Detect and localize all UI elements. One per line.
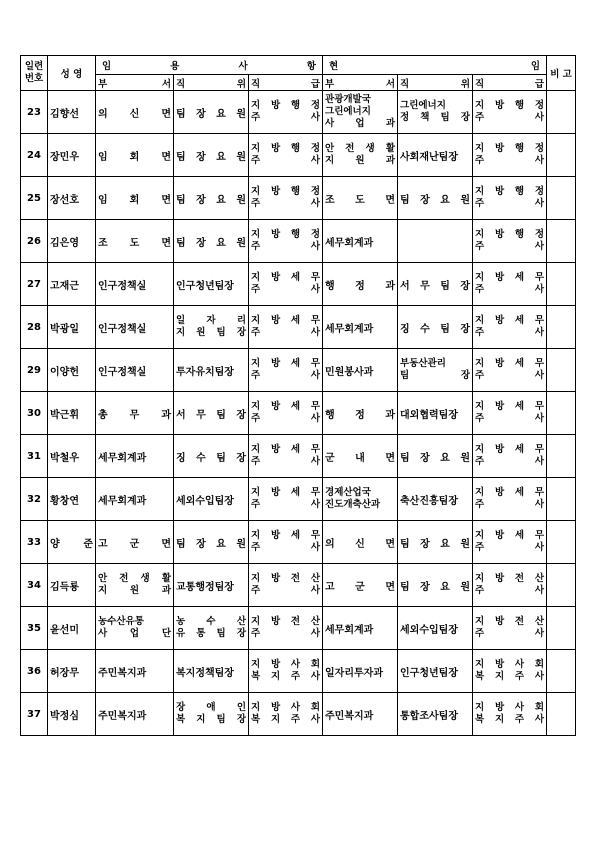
table-row: [21, 650, 576, 693]
appointed-grade-cell: [249, 564, 323, 607]
appointed-position-cell: 팀 장 요 원: [174, 91, 249, 134]
current-grade-cell: [473, 177, 547, 220]
appointed-grade-cell: [249, 607, 323, 650]
current-department-cell: 세무회계과: [323, 607, 398, 650]
grade-line: 지 방 행 정: [475, 100, 545, 111]
current-position-cell: 팀 장 요 원: [398, 564, 473, 607]
personnel-appointment-table: [20, 55, 576, 736]
grade-line: 주 사: [475, 284, 545, 295]
appointed-grade-cell: [249, 177, 323, 220]
text-line: 안 전 생 활: [325, 143, 396, 154]
name-cell: 장선호: [48, 177, 96, 220]
grade-line: 지 방 세 무: [475, 444, 545, 455]
appointed-grade-cell: [249, 91, 323, 134]
current-position-cell: 팀 장 요 원: [398, 177, 473, 220]
appointment-group-header: [96, 56, 323, 75]
grade-line: 지 방 행 정: [251, 229, 321, 240]
grade-line: 주 사: [251, 370, 321, 381]
grade-line: 주 사: [475, 198, 545, 209]
current-position-cell: 팀 장 요 원: [398, 521, 473, 564]
current-position-cell: 징 수 팀 장: [398, 306, 473, 349]
note-cell: [547, 564, 576, 607]
note-header: 비 고: [547, 56, 576, 91]
name-cell: 윤선미: [48, 607, 96, 650]
appointed-position-cell: [174, 607, 249, 650]
grade-line: 지 방 세 무: [251, 530, 321, 541]
grade-line: 주 사: [251, 284, 321, 295]
appointed-grade-cell: [249, 521, 323, 564]
grade-line: 주 사: [251, 456, 321, 467]
text-line: 관광개발국: [325, 94, 371, 105]
grade-line: 지 방 행 정: [475, 186, 545, 197]
note-cell: [547, 650, 576, 693]
name-cell: 김향선: [48, 91, 96, 134]
text-line: 안 전 생 활: [98, 573, 171, 584]
current-position-cell: [398, 91, 473, 134]
name-cell: 황창연: [48, 478, 96, 521]
table-row: [21, 521, 576, 564]
appointed-department-cell: 세무회계과: [96, 435, 174, 478]
appointed-position-cell: [174, 693, 249, 736]
note-cell: [547, 435, 576, 478]
note-cell: [547, 306, 576, 349]
serial-number-cell: 31: [21, 435, 48, 478]
grade-line: 주 사: [251, 413, 321, 424]
note-cell: [547, 521, 576, 564]
text-line: 일 자 리: [176, 315, 246, 326]
current-position-cell: [398, 349, 473, 392]
name-cell: 이양헌: [48, 349, 96, 392]
appointed-position-cell: 팀 장 요 원: [174, 220, 249, 263]
note-cell: [547, 263, 576, 306]
text-line: 복 지 팀 장: [176, 714, 246, 725]
grade-line: 주 사: [251, 112, 321, 123]
note-cell: [547, 693, 576, 736]
appointed-position-cell: 인구청년팀장: [174, 263, 249, 306]
grade-line: 지 방 세 무: [251, 315, 321, 326]
current-post-group-header: [323, 56, 547, 75]
appointed-department-cell: 총 무 과: [96, 392, 174, 435]
grade-line: 주 사: [251, 542, 321, 553]
current-department-cell: 조 도 면: [323, 177, 398, 220]
grade-line: 주 사: [251, 241, 321, 252]
serial-number-cell: 26: [21, 220, 48, 263]
current-department-cell: 세무회계과: [323, 306, 398, 349]
grade-line: 주 사: [475, 542, 545, 553]
grade-line: 지 방 세 무: [475, 401, 545, 412]
current-grade-cell: [473, 521, 547, 564]
serial-number-cell: 32: [21, 478, 48, 521]
current-department-cell: 주민복지과: [323, 693, 398, 736]
appointed-grade-cell: [249, 306, 323, 349]
grade-line: 지 방 행 정: [251, 100, 321, 111]
name-cell: 허장무: [48, 650, 96, 693]
note-cell: [547, 349, 576, 392]
serial-number-cell: 35: [21, 607, 48, 650]
grade-line: 지 방 세 무: [251, 272, 321, 283]
grade-line: 지 방 전 산: [251, 616, 321, 627]
appointed-department-cell: 인구정책실: [96, 263, 174, 306]
grade-line: 지 방 사 회: [475, 659, 545, 670]
current-grade-cell: [473, 650, 547, 693]
appointed-position-cell: 팀 장 요 원: [174, 521, 249, 564]
grade-line: 지 방 행 정: [475, 143, 545, 154]
grade-line: 지 방 전 산: [475, 616, 545, 627]
current-position-header: 직 위: [398, 75, 473, 91]
appointed-department-cell: [96, 607, 174, 650]
appointed-grade-cell: [249, 263, 323, 306]
note-cell: [547, 91, 576, 134]
appointed-department-cell: 인구정책실: [96, 349, 174, 392]
table-row: [21, 91, 576, 134]
serial-number-cell: 30: [21, 392, 48, 435]
current-department-cell: 세무회계과: [323, 220, 398, 263]
appointed-position-cell: 복지정책팀장: [174, 650, 249, 693]
serial-number-cell: 25: [21, 177, 48, 220]
table-row: [21, 220, 576, 263]
table-row: [21, 263, 576, 306]
serial-number-cell: 23: [21, 91, 48, 134]
appointed-grade-header: 직 급: [249, 75, 323, 91]
appointed-grade-cell: [249, 392, 323, 435]
note-cell: [547, 134, 576, 177]
appointed-department-cell: [96, 564, 174, 607]
serial-number-cell: 37: [21, 693, 48, 736]
text-line: 그린에너지: [400, 100, 446, 111]
serial-number-cell: 24: [21, 134, 48, 177]
grade-line: 지 방 사 회: [251, 702, 321, 713]
current-department-cell: [323, 478, 398, 521]
grade-line: 주 사: [475, 413, 545, 424]
grade-line: 주 사: [251, 628, 321, 639]
current-grade-cell: [473, 478, 547, 521]
text-line: 경제산업국: [325, 487, 371, 498]
grade-line: 지 방 사 회: [251, 659, 321, 670]
table-row: [21, 392, 576, 435]
serial-number-cell: 29: [21, 349, 48, 392]
name-cell: 김은영: [48, 220, 96, 263]
current-department-cell: 의 신 면: [323, 521, 398, 564]
appointed-department-cell: 임 회 면: [96, 177, 174, 220]
text-line: 진도개축산과: [325, 499, 381, 510]
appointed-position-header: 직 위: [174, 75, 249, 91]
name-cell: 박광일: [48, 306, 96, 349]
current-position-cell: 통합조사팀장: [398, 693, 473, 736]
appointed-grade-cell: [249, 435, 323, 478]
appointed-position-cell: 팀 장 요 원: [174, 134, 249, 177]
serial-number-cell: 33: [21, 521, 48, 564]
current-grade-cell: [473, 91, 547, 134]
serial-number-cell: 34: [21, 564, 48, 607]
appointed-position-cell: 교통행정팀장: [174, 564, 249, 607]
current-grade-header: 직 급: [473, 75, 547, 91]
grade-line: 주 사: [475, 241, 545, 252]
text-line: 정 책 팀 장: [400, 112, 471, 123]
appointed-position-cell: 세외수입팀장: [174, 478, 249, 521]
table-row: [21, 134, 576, 177]
text-line: 그린에너지: [325, 106, 371, 117]
appointed-grade-cell: [249, 220, 323, 263]
appointed-position-cell: 서 무 팀 장: [174, 392, 249, 435]
current-position-cell: [398, 220, 473, 263]
current-grade-cell: [473, 392, 547, 435]
grade-line: 주 사: [475, 585, 545, 596]
current-department-cell: 행 정 과: [323, 392, 398, 435]
text-line: 유 통 팀 장: [176, 628, 246, 639]
current-department-cell: 고 군 면: [323, 564, 398, 607]
grade-line: 주 사: [251, 327, 321, 338]
current-position-cell: 인구청년팀장: [398, 650, 473, 693]
appointed-department-cell: 고 군 면: [96, 521, 174, 564]
grade-line: 주 사: [475, 499, 545, 510]
current-department-header: 부 서: [323, 75, 398, 91]
appointed-department-header: 부 서: [96, 75, 174, 91]
current-department-cell: 군 내 면: [323, 435, 398, 478]
name-cell: 김득룡: [48, 564, 96, 607]
current-grade-cell: [473, 263, 547, 306]
note-cell: [547, 392, 576, 435]
appointed-grade-cell: [249, 349, 323, 392]
grade-line: 주 사: [475, 327, 545, 338]
appointed-grade-cell: [249, 693, 323, 736]
current-group-label-right: 임: [530, 61, 541, 72]
grade-line: 주 사: [251, 499, 321, 510]
grade-line: 지 방 세 무: [251, 358, 321, 369]
appointed-department-cell: 조 도 면: [96, 220, 174, 263]
current-group-label-left: 현: [329, 61, 339, 72]
text-line: 팀 장: [400, 370, 471, 381]
current-position-cell: 서 무 팀 장: [398, 263, 473, 306]
name-cell: 박정심: [48, 693, 96, 736]
current-grade-cell: [473, 607, 547, 650]
current-grade-cell: [473, 134, 547, 177]
text-line: 사 업 단: [98, 628, 171, 639]
appointment-group-char: 항: [306, 61, 316, 72]
appointed-department-cell: 주민복지과: [96, 693, 174, 736]
text-line: 농수산유통: [98, 616, 144, 627]
grade-line: 지 방 사 회: [475, 702, 545, 713]
grade-line: 지 방 세 무: [475, 272, 545, 283]
current-department-cell: [323, 91, 398, 134]
grade-line: 주 사: [251, 155, 321, 166]
grade-line: 주 사: [475, 456, 545, 467]
appointed-grade-cell: [249, 478, 323, 521]
grade-line: 지 방 세 무: [251, 444, 321, 455]
table-row: [21, 693, 576, 736]
appointed-position-cell: 투자유치팀장: [174, 349, 249, 392]
name-header: 성 영: [48, 56, 96, 91]
grade-line: 지 방 전 산: [475, 573, 545, 584]
grade-line: 지 방 세 무: [475, 530, 545, 541]
current-grade-cell: [473, 306, 547, 349]
grade-line: 주 사: [475, 112, 545, 123]
grade-line: 복 지 주 사: [251, 714, 321, 725]
appointed-grade-cell: [249, 650, 323, 693]
text-line: 지 원 과: [325, 155, 396, 166]
grade-line: 지 방 세 무: [251, 401, 321, 412]
current-grade-cell: [473, 564, 547, 607]
serial-number-header: 일련 번호: [21, 56, 48, 91]
current-position-cell: 세외수입팀장: [398, 607, 473, 650]
current-position-cell: 팀 장 요 원: [398, 435, 473, 478]
text-line: 지 원 팀 장: [176, 327, 246, 338]
name-cell: 장민우: [48, 134, 96, 177]
grade-line: 복 지 주 사: [475, 714, 545, 725]
name-cell: 고재근: [48, 263, 96, 306]
name-cell: 박근휘: [48, 392, 96, 435]
table-row: [21, 478, 576, 521]
grade-line: 주 사: [475, 155, 545, 166]
appointed-grade-cell: [249, 134, 323, 177]
appointment-group-char: 용: [170, 61, 180, 72]
table-row: [21, 349, 576, 392]
note-cell: [547, 177, 576, 220]
current-department-cell: [323, 134, 398, 177]
grade-line: 주 사: [475, 628, 545, 639]
appointed-department-cell: 인구정책실: [96, 306, 174, 349]
current-department-cell: 일자리투자과: [323, 650, 398, 693]
text-line: 사 업 과: [325, 118, 396, 129]
grade-line: 지 방 세 무: [475, 358, 545, 369]
table-row: [21, 306, 576, 349]
table-row: [21, 564, 576, 607]
current-department-cell: 행 정 과: [323, 263, 398, 306]
appointed-position-cell: 징 수 팀 장: [174, 435, 249, 478]
current-position-cell: 축산진흥팀장: [398, 478, 473, 521]
current-grade-cell: [473, 349, 547, 392]
current-grade-cell: [473, 220, 547, 263]
grade-line: 지 방 세 무: [251, 487, 321, 498]
grade-line: 주 사: [251, 198, 321, 209]
grade-line: 주 사: [475, 370, 545, 381]
note-cell: [547, 607, 576, 650]
text-line: 장 애 인: [176, 702, 246, 713]
note-cell: [547, 478, 576, 521]
grade-line: 지 방 행 정: [251, 143, 321, 154]
table-row: [21, 435, 576, 478]
grade-line: 지 방 전 산: [251, 573, 321, 584]
grade-line: 주 사: [251, 585, 321, 596]
current-position-cell: 사회재난팀장: [398, 134, 473, 177]
note-cell: [547, 220, 576, 263]
name-cell: 양 준: [48, 521, 96, 564]
serial-number-cell: 28: [21, 306, 48, 349]
appointed-position-cell: [174, 306, 249, 349]
grade-line: 지 방 행 정: [251, 186, 321, 197]
text-line: 지 원 과: [98, 585, 171, 596]
appointment-group-char: 임: [102, 61, 112, 72]
table-row: [21, 607, 576, 650]
appointed-department-cell: 세무회계과: [96, 478, 174, 521]
current-grade-cell: [473, 693, 547, 736]
serial-number-cell: 27: [21, 263, 48, 306]
grade-line: 지 방 세 무: [475, 487, 545, 498]
text-line: 부동산관리: [400, 358, 446, 369]
current-grade-cell: [473, 435, 547, 478]
grade-line: 지 방 행 정: [475, 229, 545, 240]
appointed-department-cell: 의 신 면: [96, 91, 174, 134]
current-position-cell: 대외협력팀장: [398, 392, 473, 435]
name-cell: 박철우: [48, 435, 96, 478]
appointed-position-cell: 팀 장 요 원: [174, 177, 249, 220]
appointed-department-cell: 주민복지과: [96, 650, 174, 693]
appointment-group-char: 사: [238, 61, 248, 72]
table-row: [21, 177, 576, 220]
appointed-department-cell: 임 회 면: [96, 134, 174, 177]
text-line: 농 수 산: [176, 616, 246, 627]
grade-line: 복 지 주 사: [251, 671, 321, 682]
serial-number-cell: 36: [21, 650, 48, 693]
current-department-cell: 민원봉사과: [323, 349, 398, 392]
grade-line: 지 방 세 무: [475, 315, 545, 326]
grade-line: 복 지 주 사: [475, 671, 545, 682]
